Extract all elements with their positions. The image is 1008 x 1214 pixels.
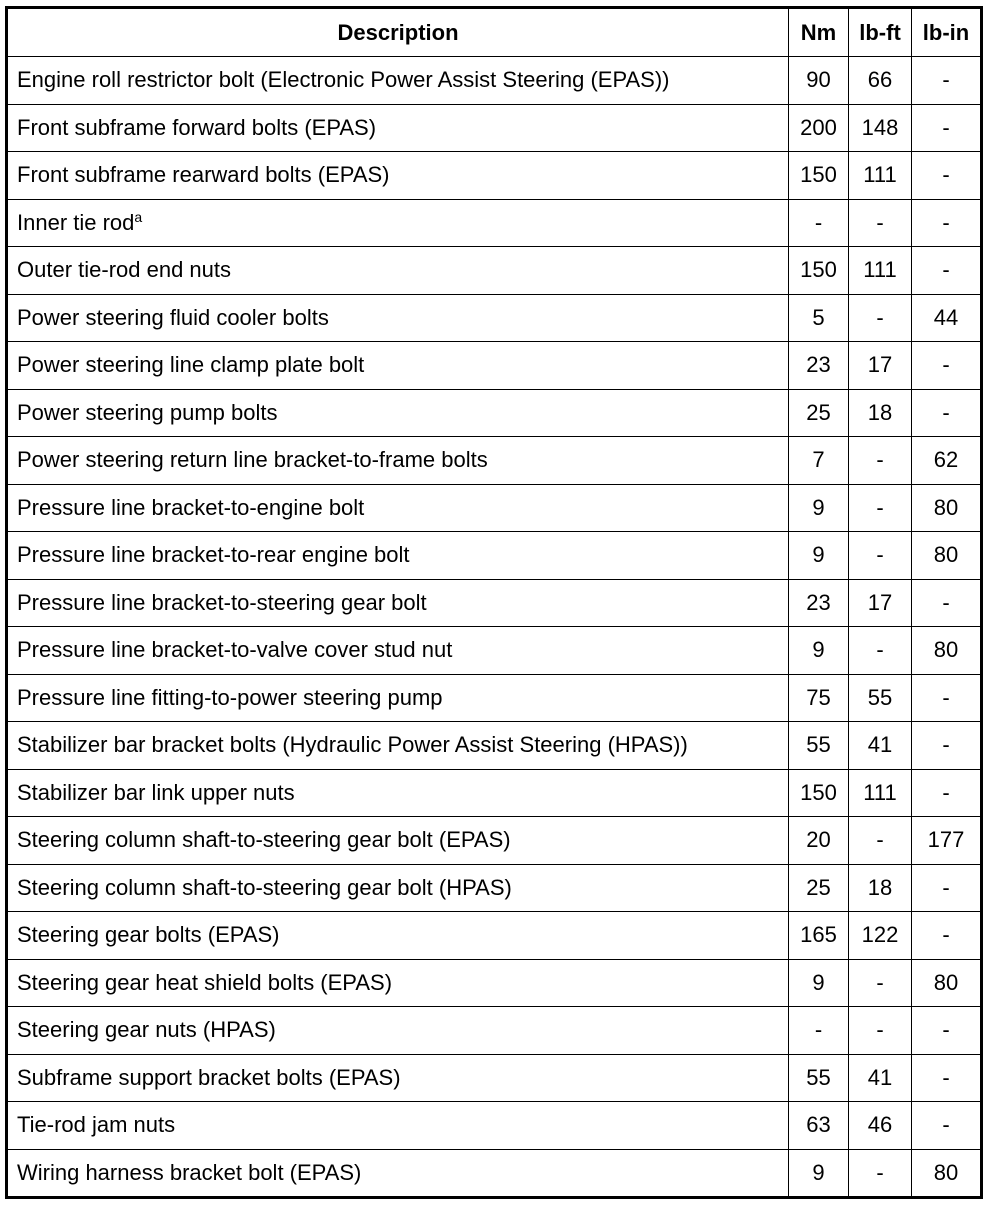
row-description-cell bbox=[7, 817, 789, 865]
row-lb-in: 80 bbox=[912, 627, 982, 675]
row-description-cell bbox=[7, 722, 789, 770]
row-description: Pressure line bracket-to-rear engine bolt bbox=[17, 542, 410, 568]
row-lb-in: - bbox=[912, 389, 982, 437]
row-lb-in: 80 bbox=[912, 484, 982, 532]
table-row bbox=[7, 674, 982, 722]
header-row bbox=[7, 8, 982, 57]
row-nm: 25 bbox=[789, 864, 849, 912]
row-description-cell bbox=[7, 57, 789, 105]
table-row bbox=[7, 532, 982, 580]
table-row bbox=[7, 437, 982, 485]
row-lb-ft: 111 bbox=[849, 152, 912, 200]
row-nm: 9 bbox=[789, 532, 849, 580]
row-description-cell bbox=[7, 864, 789, 912]
row-nm: 150 bbox=[789, 152, 849, 200]
table-row bbox=[7, 722, 982, 770]
row-nm: 25 bbox=[789, 389, 849, 437]
table-row bbox=[7, 1054, 982, 1102]
row-description-cell bbox=[7, 912, 789, 960]
table-row bbox=[7, 864, 982, 912]
row-nm: 20 bbox=[789, 817, 849, 865]
row-lb-ft: 18 bbox=[849, 389, 912, 437]
row-description-cell bbox=[7, 532, 789, 580]
row-lb-in: - bbox=[912, 769, 982, 817]
header-lb-in: lb-in bbox=[912, 8, 982, 57]
table-body bbox=[7, 57, 982, 1198]
table-row bbox=[7, 152, 982, 200]
row-description-cell bbox=[7, 579, 789, 627]
row-lb-ft: 46 bbox=[849, 1102, 912, 1150]
row-nm: 75 bbox=[789, 674, 849, 722]
row-lb-in: 44 bbox=[912, 294, 982, 342]
row-nm: 55 bbox=[789, 722, 849, 770]
row-lb-ft: - bbox=[849, 437, 912, 485]
row-description-cell bbox=[7, 199, 789, 247]
row-nm: 23 bbox=[789, 579, 849, 627]
table-row bbox=[7, 959, 982, 1007]
row-description: Power steering return line bracket-to-frame bolts bbox=[17, 447, 488, 473]
row-lb-in: - bbox=[912, 1007, 982, 1055]
row-nm: 90 bbox=[789, 57, 849, 105]
row-lb-ft: - bbox=[849, 294, 912, 342]
table-row bbox=[7, 294, 982, 342]
row-nm: 9 bbox=[789, 1149, 849, 1198]
row-description-cell bbox=[7, 769, 789, 817]
row-lb-ft: - bbox=[849, 484, 912, 532]
table-row bbox=[7, 484, 982, 532]
row-lb-ft: - bbox=[849, 199, 912, 247]
row-lb-in: 177 bbox=[912, 817, 982, 865]
row-lb-ft: - bbox=[849, 627, 912, 675]
row-lb-ft: 17 bbox=[849, 579, 912, 627]
row-lb-in: - bbox=[912, 199, 982, 247]
header-lb-ft: lb-ft bbox=[849, 8, 912, 57]
row-description-cell bbox=[7, 342, 789, 390]
row-lb-in: 80 bbox=[912, 1149, 982, 1198]
table-row bbox=[7, 342, 982, 390]
row-nm: 9 bbox=[789, 627, 849, 675]
row-lb-ft: 17 bbox=[849, 342, 912, 390]
row-description-cell bbox=[7, 959, 789, 1007]
row-lb-in: - bbox=[912, 864, 982, 912]
row-description-cell bbox=[7, 247, 789, 295]
row-lb-ft: 41 bbox=[849, 722, 912, 770]
row-description-cell bbox=[7, 104, 789, 152]
row-lb-in: - bbox=[912, 1054, 982, 1102]
row-description: Steering column shaft-to-steering gear bolt (HPAS) bbox=[17, 874, 512, 900]
row-lb-ft: 55 bbox=[849, 674, 912, 722]
row-lb-ft: - bbox=[849, 1007, 912, 1055]
row-description: Steering gear nuts (HPAS) bbox=[17, 1017, 276, 1043]
table-row bbox=[7, 769, 982, 817]
row-description: Stabilizer bar link upper nuts bbox=[17, 779, 295, 805]
row-description-cell bbox=[7, 437, 789, 485]
row-description: Wiring harness bracket bolt (EPAS) bbox=[17, 1159, 362, 1185]
row-lb-in: - bbox=[912, 912, 982, 960]
table-row bbox=[7, 579, 982, 627]
row-lb-in: - bbox=[912, 104, 982, 152]
row-lb-ft: 111 bbox=[849, 247, 912, 295]
row-description-cell bbox=[7, 1054, 789, 1102]
row-nm: 23 bbox=[789, 342, 849, 390]
row-lb-ft: 18 bbox=[849, 864, 912, 912]
row-description-cell bbox=[7, 627, 789, 675]
row-nm: 7 bbox=[789, 437, 849, 485]
table-row bbox=[7, 1102, 982, 1150]
row-description-cell bbox=[7, 152, 789, 200]
row-lb-ft: 66 bbox=[849, 57, 912, 105]
header-nm: Nm bbox=[789, 8, 849, 57]
row-description: Steering column shaft-to-steering gear bolt (EPAS) bbox=[17, 827, 511, 853]
row-description: Pressure line bracket-to-steering gear bolt bbox=[17, 589, 427, 615]
row-description-cell bbox=[7, 294, 789, 342]
header-description: Description bbox=[7, 8, 789, 57]
row-lb-ft: - bbox=[849, 817, 912, 865]
row-lb-ft: - bbox=[849, 1149, 912, 1198]
table-row bbox=[7, 627, 982, 675]
row-description: Inner tie rod bbox=[17, 209, 135, 235]
table-row bbox=[7, 199, 982, 247]
table-row bbox=[7, 817, 982, 865]
row-description-cell bbox=[7, 1149, 789, 1198]
row-description-cell bbox=[7, 674, 789, 722]
row-description: Steering gear heat shield bolts (EPAS) bbox=[17, 969, 393, 995]
row-lb-in: 80 bbox=[912, 959, 982, 1007]
row-lb-ft: - bbox=[849, 959, 912, 1007]
row-lb-in: - bbox=[912, 674, 982, 722]
table-row bbox=[7, 912, 982, 960]
row-nm: 150 bbox=[789, 769, 849, 817]
row-description-cell bbox=[7, 484, 789, 532]
row-description: Power steering line clamp plate bolt bbox=[17, 352, 365, 378]
row-description: Front subframe rearward bolts (EPAS) bbox=[17, 162, 390, 188]
row-lb-in: - bbox=[912, 1102, 982, 1150]
table-row bbox=[7, 247, 982, 295]
row-nm: 150 bbox=[789, 247, 849, 295]
row-description: Pressure line fitting-to-power steering pump bbox=[17, 684, 443, 710]
row-nm: 63 bbox=[789, 1102, 849, 1150]
table-row bbox=[7, 57, 982, 105]
row-lb-ft: 41 bbox=[849, 1054, 912, 1102]
row-description: Front subframe forward bolts (EPAS) bbox=[17, 114, 377, 140]
row-description: Stabilizer bar bracket bolts (Hydraulic Power Assist Steering (HPAS)) bbox=[17, 732, 688, 758]
row-description: Steering gear bolts (EPAS) bbox=[17, 922, 280, 948]
row-lb-in: - bbox=[912, 152, 982, 200]
table-row bbox=[7, 104, 982, 152]
row-lb-in: - bbox=[912, 342, 982, 390]
row-description: Outer tie-rod end nuts bbox=[17, 257, 232, 283]
row-description: Power steering fluid cooler bolts bbox=[17, 304, 329, 330]
row-nm: 9 bbox=[789, 484, 849, 532]
row-lb-ft: 148 bbox=[849, 104, 912, 152]
footnote-marker: a bbox=[134, 208, 143, 225]
row-description-cell bbox=[7, 1007, 789, 1055]
row-lb-in: - bbox=[912, 247, 982, 295]
row-lb-ft: - bbox=[849, 532, 912, 580]
row-description: Pressure line bracket-to-engine bolt bbox=[17, 494, 365, 520]
row-lb-in: 80 bbox=[912, 532, 982, 580]
row-nm: - bbox=[789, 199, 849, 247]
table-row bbox=[7, 1007, 982, 1055]
row-lb-ft: 122 bbox=[849, 912, 912, 960]
row-description: Subframe support bracket bolts (EPAS) bbox=[17, 1064, 401, 1090]
row-description: Power steering pump bolts bbox=[17, 399, 278, 425]
row-nm: - bbox=[789, 1007, 849, 1055]
torque-spec-table bbox=[5, 6, 983, 1199]
row-description-cell bbox=[7, 389, 789, 437]
row-lb-in: - bbox=[912, 57, 982, 105]
row-nm: 165 bbox=[789, 912, 849, 960]
row-nm: 55 bbox=[789, 1054, 849, 1102]
row-description: Tie-rod jam nuts bbox=[17, 1112, 176, 1138]
row-description: Engine roll restrictor bolt (Electronic Power Assist Steering (EPAS)) bbox=[17, 67, 670, 93]
row-description: Pressure line bracket-to-valve cover stud nut bbox=[17, 637, 453, 663]
row-nm: 200 bbox=[789, 104, 849, 152]
row-description-cell bbox=[7, 1102, 789, 1150]
row-nm: 9 bbox=[789, 959, 849, 1007]
row-lb-in: 62 bbox=[912, 437, 982, 485]
row-lb-in: - bbox=[912, 722, 982, 770]
row-nm: 5 bbox=[789, 294, 849, 342]
row-lb-in: - bbox=[912, 579, 982, 627]
table-row bbox=[7, 389, 982, 437]
table-row bbox=[7, 1149, 982, 1198]
row-lb-ft: 111 bbox=[849, 769, 912, 817]
